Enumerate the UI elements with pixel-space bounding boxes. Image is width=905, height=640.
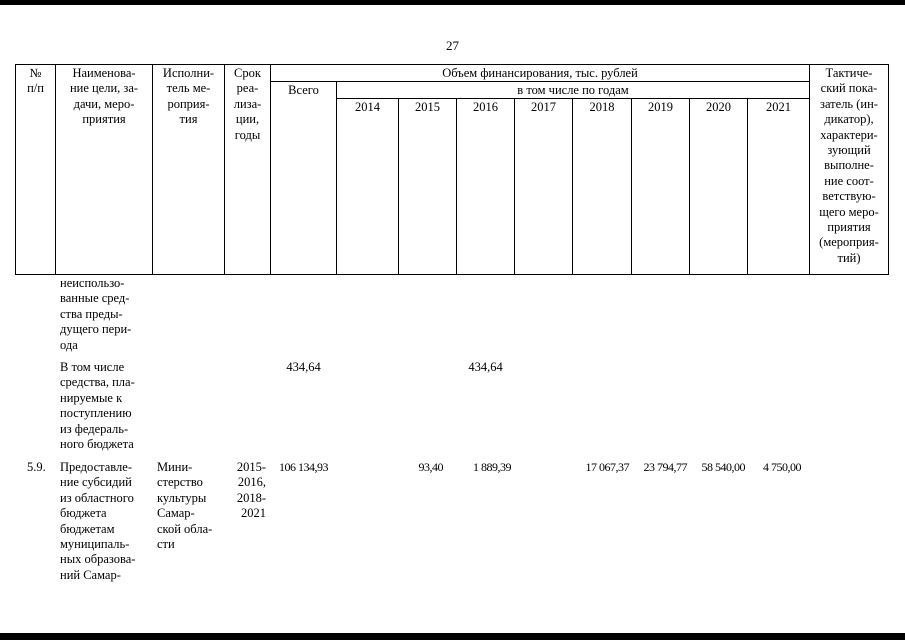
row-5-9-2020: 58 540,00 xyxy=(701,460,745,474)
header-year-2018: 2018 xyxy=(589,100,615,114)
header-name: Наименова- ние цели, за- дачи, меро- приятия xyxy=(69,66,139,127)
row-5-9-2016: 1 889,39 xyxy=(473,460,511,474)
row-federal-name: В том числе средства, пла- нируемые к поступлению из федераль- ного бюджета xyxy=(60,360,135,452)
row-5-9-name: Предоставле- ние субсидий из областного бюджета бюджетам муниципаль- ных образова- ний Самар- xyxy=(60,460,136,582)
row-federal-total: 434,64 xyxy=(286,360,321,374)
row-5-9-2021: 4 750,00 xyxy=(763,460,801,474)
header-total: Всего xyxy=(288,83,319,97)
row-5-9-number: 5.9. xyxy=(27,460,46,474)
row-federal-2016: 434,64 xyxy=(468,360,503,374)
header-year-2015: 2015 xyxy=(415,100,440,114)
row-5-9-executor: Мини- стерство культуры Самар- ской обла- сти xyxy=(157,460,213,552)
header-period: Срок реа- лиза- ции, годы xyxy=(233,66,262,142)
row-5-9-2018: 17 067,37 xyxy=(585,460,629,474)
header-year-2014: 2014 xyxy=(355,100,380,114)
row-5-9-2019: 23 794,77 xyxy=(643,460,687,474)
header-indicator: Тактиче- ский пока- затель (ин- дикатор), характери- зующий выполне- ние соот- ветствую- щего меро- приятия (мероприя- тий) xyxy=(819,66,879,265)
header-by-years: в том числе по годам xyxy=(517,83,629,97)
row-5-9-2015: 93,40 xyxy=(418,460,443,474)
row-5-9-period: 2015- 2016, 2018- 2021 xyxy=(236,460,266,521)
row-5-9-total: 106 134,93 xyxy=(279,460,328,474)
header-year-2020: 2020 xyxy=(706,100,731,114)
header-funding: Объем финансирования, тыс. рублей xyxy=(442,66,638,80)
header-year-2017: 2017 xyxy=(531,100,556,114)
bottom-border xyxy=(0,633,905,640)
header-number: № п/п xyxy=(27,66,44,96)
header-year-2021: 2021 xyxy=(766,100,791,114)
row-unused-name: неиспользо- ванные сред- ства преды- дущего пери- ода xyxy=(60,276,132,352)
page-number: 27 xyxy=(446,38,459,53)
header-year-2016: 2016 xyxy=(473,100,498,114)
header-year-2019: 2019 xyxy=(648,100,673,114)
top-border xyxy=(0,0,905,5)
header-executor: Исполни- тель ме- роприя- тия xyxy=(162,66,215,127)
